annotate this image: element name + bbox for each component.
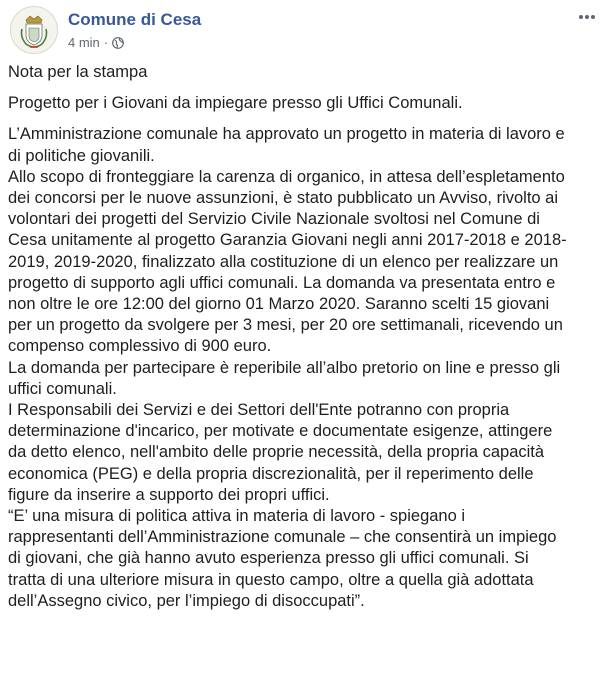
page-name-link[interactable]: Comune di Cesa: [68, 10, 202, 29]
post-timestamp[interactable]: 4 min: [68, 35, 100, 50]
post-header: [10, 6, 600, 56]
post-text-line: volontari dei progetti del Servizio Civile Nazionale svoltosi nel Comune di: [8, 210, 540, 229]
meta-separator: ·: [103, 35, 109, 50]
post-text-line: rappresentanti dell’Amministrazione comunale – che consentirà un impiego: [8, 528, 557, 547]
globe-icon[interactable]: [112, 37, 124, 52]
post-meta: [68, 35, 124, 51]
post-text-line: figure da inserire a supporto dei propri uffici.: [8, 485, 330, 504]
post-text-line: uffici comunali.: [8, 379, 117, 398]
post-text-line: La domanda per partecipare è reperibile all’albo pretorio on line e presso gli: [8, 358, 561, 377]
ellipsis-dot: [591, 15, 595, 19]
post-text: [8, 124, 606, 612]
post-text-line: per un progetto da svolgere per 3 mesi, per 20 ore settimanali, ricevendo un: [8, 316, 563, 335]
post-text-line: compenso complessivo di 900 euro.: [8, 337, 272, 356]
post-text-line: non oltre le ore 12:00 del giorno 01 Marzo 2020. Saranno scelti 15 giovani: [8, 295, 550, 314]
post-text-line: di giovani, che già hanno avuto esperienza presso gli uffici comunali. Si: [8, 549, 529, 568]
post-heading: Nota per la stampa: [8, 63, 148, 81]
page-avatar[interactable]: [10, 6, 58, 54]
post-body: [8, 62, 606, 612]
post-text-line: “E’ una misura di politica attiva in materia di lavoro - spiegano i: [8, 507, 466, 526]
post-text-line: I Responsabili dei Servizi e dei Settori dell'Ente potranno con propria: [8, 401, 510, 420]
post-text-line: di politiche giovanili.: [8, 146, 155, 165]
post-text-line: progetto di supporto agli uffici comunali. La domanda va presentata entro e: [8, 273, 556, 292]
ellipsis-icon: [579, 15, 583, 19]
post-text-line: economica (PEG) e della propria discrezionalità, per il reperimento delle: [8, 464, 534, 483]
post-text-line: da detto elenco, nell'ambito delle proprie necessità, della propria capacità: [8, 443, 545, 462]
post-text-line: determinazione d'incarico, per motivate e documentate esigenze, attingere: [8, 422, 553, 441]
post-text-line: L’Amministrazione comunale ha approvato un progetto in materia di lavoro e: [8, 125, 565, 144]
post-text-line: 2019, 2019-2020, finalizzato alla costituzione di un elenco per realizzare un: [8, 252, 559, 271]
post-text-line: dei concorsi per le nuove assunzioni, è stato pubblicato un Avviso, rivolto ai: [8, 189, 559, 208]
more-options-button[interactable]: [576, 8, 598, 26]
post-text-line: Cesa unitamente al progetto Garanzia Giovani negli anni 2017-2018 e 2018-: [8, 231, 567, 250]
post-subtitle: Progetto per i Giovani da impiegare presso gli Uffici Comunali.: [8, 94, 463, 113]
post-text-line: dell’Assegno civico, per l’impiego di disoccupati”.: [8, 591, 365, 610]
post-text-line: tratta di una ulteriore misura in questo campo, oltre a quella già adottata: [8, 570, 534, 589]
coat-of-arms-icon: [11, 7, 57, 53]
post-text-line: Allo scopo di fronteggiare la carenza di organico, in attesa dell’espletamento: [8, 167, 565, 186]
ellipsis-dot: [585, 15, 589, 19]
